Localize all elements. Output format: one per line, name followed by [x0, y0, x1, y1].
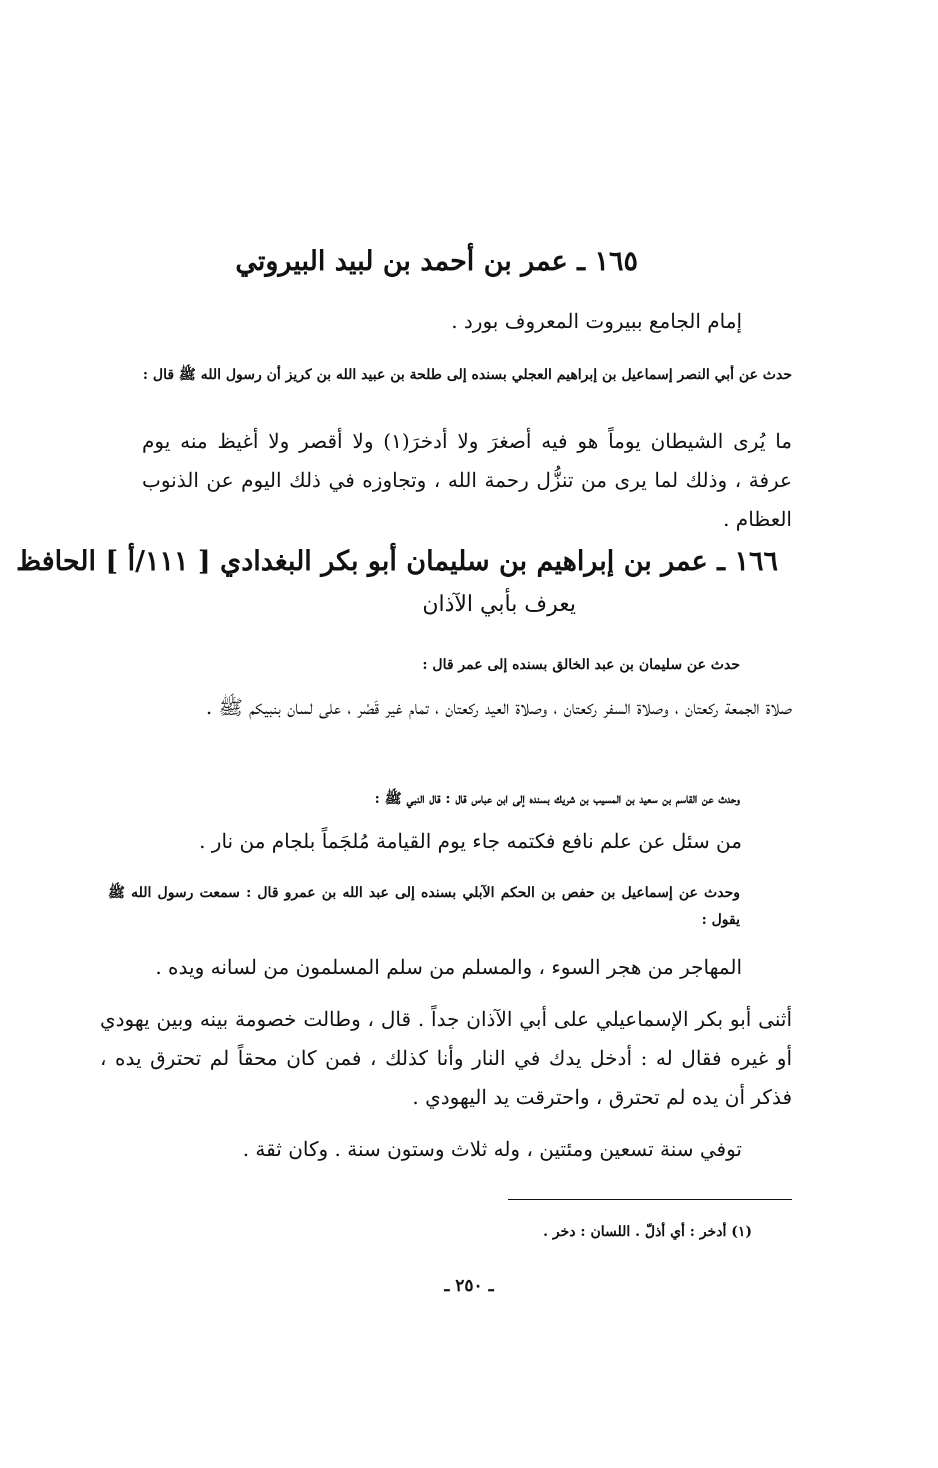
entry-166-hadith-2-isnad: وحدث عن القاسم بن سعيد بن المسيب بن شريك بسنده إلى ابن عباس قال : قال النبي ﷺ : [374, 791, 740, 807]
entry-166-hadith-1-text: صلاة الجمعة ركعتان ، وصلاة السفر ركعتان ، وصلاة العيد ركعتان ، تمام غير قَصْر ، على لسان بنبيكم ﷺ . [205, 695, 792, 719]
footnote: (١) أدخر : أي أذلّ . اللسان : دخر . [543, 1224, 752, 1240]
entry-166-hadith-3-isnad: وحدث عن إسماعيل بن حفص بن الحكم الآبلي بسنده إلى عبد الله بن عمرو قال : سمعت رسول الله ﷺ يقول : [108, 885, 740, 928]
entry-165-heading: ١٦٥ ـ عمر بن أحمد بن لبيد البيروتي [235, 246, 638, 277]
entry-166-hadith-2-text: من سئل عن علم نافع فكتمه جاء يوم القيامة مُلجَماً بلجام من نار . [199, 829, 742, 853]
entry-165-intro: إمام الجامع ببيروت المعروف بورد . [451, 309, 742, 333]
entry-166-subheading: يعرف بأبي الآذان [422, 592, 576, 617]
entry-165-hadith-text: ما يُرى الشيطان يوماً هو فيه أصغرَ ولا أدخرَ(١) ولا أقصر ولا أغيظ منه يوم عرفة ، وذلك لما يرى من تنزُّل رحمة الله ، وتجاوزه في ذلك اليوم عن الذنوب العظام . [142, 429, 793, 531]
entry-165-isnad: حدث عن أبي النصر إسماعيل بن إبراهيم العجلي بسنده إلى طلحة بن عبيد الله بن كريز أن رسول الله ﷺ قال : [142, 367, 792, 383]
footnote-separator [508, 1199, 792, 1200]
entry-166-hadith-3-text: المهاجر من هجر السوء ، والمسلم من سلم المسلمون من لسانه ويده . [155, 955, 742, 979]
entry-166-heading: ١٦٦ ـ عمر بن إبراهيم بن سليمان أبو بكر البغدادي [ ١١١/أ ] الحافظ [16, 546, 778, 577]
page-number: ـ ٢٥٠ ـ [444, 1276, 494, 1296]
entry-166-hadith-1-isnad: حدث عن سليمان بن عبد الخالق بسنده إلى عمر قال : [422, 657, 740, 673]
entry-166-death: توفي سنة تسعين ومئتين ، وله ثلاث وستون سنة . وكان ثقة . [242, 1137, 742, 1161]
entry-166-praise: أثنى أبو بكر الإسماعيلي على أبي الآذان جداً . قال ، وطالت خصومة بينه وبين يهودي أو غيره فقال له : أدخل يدك في النار وأنا كذلك ، فمن كان محقاً لم تحترق يده ، فذكر أن يده لم تحترق ، واحترقت يد اليهودي . [100, 1007, 792, 1109]
